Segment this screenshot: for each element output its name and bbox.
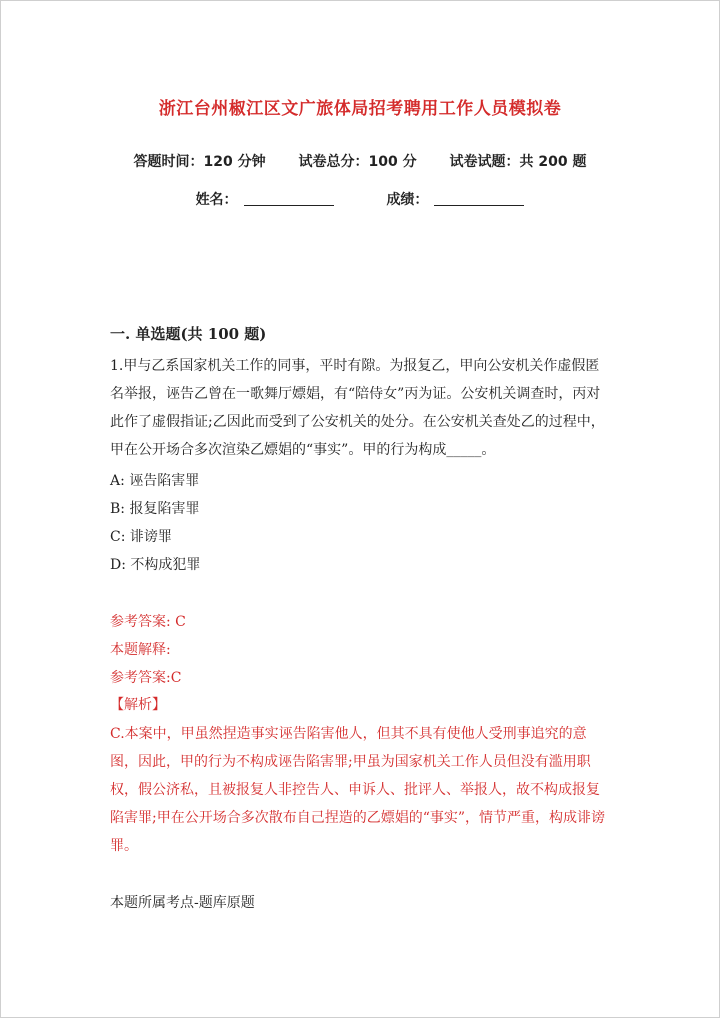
reference-answer-2: 参考答案:C [110, 670, 182, 686]
score-field [386, 189, 524, 209]
page-title: 浙江台州椒江区文广旅体局招考聘用工作人员模拟卷 [158, 99, 562, 119]
exam-meta [0, 151, 720, 171]
name-blank [244, 191, 334, 206]
option-c: C: 诽谤罪 [110, 529, 172, 545]
section-title: 一. 单选题(共 100 题) [110, 325, 267, 343]
question-source: 本题所属考点-题库原题 [110, 895, 255, 911]
exam-time: 答题时间：120 分钟 [133, 154, 266, 170]
option-d: D: 不构成犯罪 [110, 557, 201, 573]
option-a: A: 诬告陷害罪 [110, 473, 200, 489]
analysis-text: C.本案中，甲虽然捏造事实诬告陷害他人，但其不具有使他人受刑事追究的意图，因此，甲的行为不构成诬告陷害罪;甲虽为国家机关工作人员但没有滥用职权，假公济私，且被报复人非控告人、申诉人、批评人、举报人，故不构成报复陷害罪;甲在公开场合多次散布自己捏造的乙嫖娼的“事实”，情节严重，构成诽谤罪。 [110, 726, 606, 854]
exam-question-count: 试卷试题：共 200 题 [449, 154, 587, 170]
reference-answer: 参考答案: C [110, 614, 186, 630]
explanation-label: 本题解释: [110, 642, 171, 658]
score-label: 成绩： [386, 192, 429, 208]
exam-total-score: 试卷总分：100 分 [298, 154, 417, 170]
candidate-fields [0, 189, 720, 209]
option-b: B: 报复陷害罪 [110, 501, 200, 517]
analysis-tag: 【解析】 [110, 697, 166, 713]
score-blank [434, 191, 524, 206]
question-text: 1.甲与乙系国家机关工作的同事，平时有隙。为报复乙，甲向公安机关作虚假匿名举报，诬告乙曾在一歌舞厅嫖娼，有“陪侍女”丙为证。公安机关调查时，丙对此作了虚假指证;乙因此而受到了公安机关的处分。在公安机关查处乙的过程中，甲在公开场合多次渲染乙嫖娼的“事实”。甲的行为构成_____。 [110, 358, 605, 458]
name-field [196, 189, 334, 209]
name-label: 姓名： [195, 192, 238, 208]
